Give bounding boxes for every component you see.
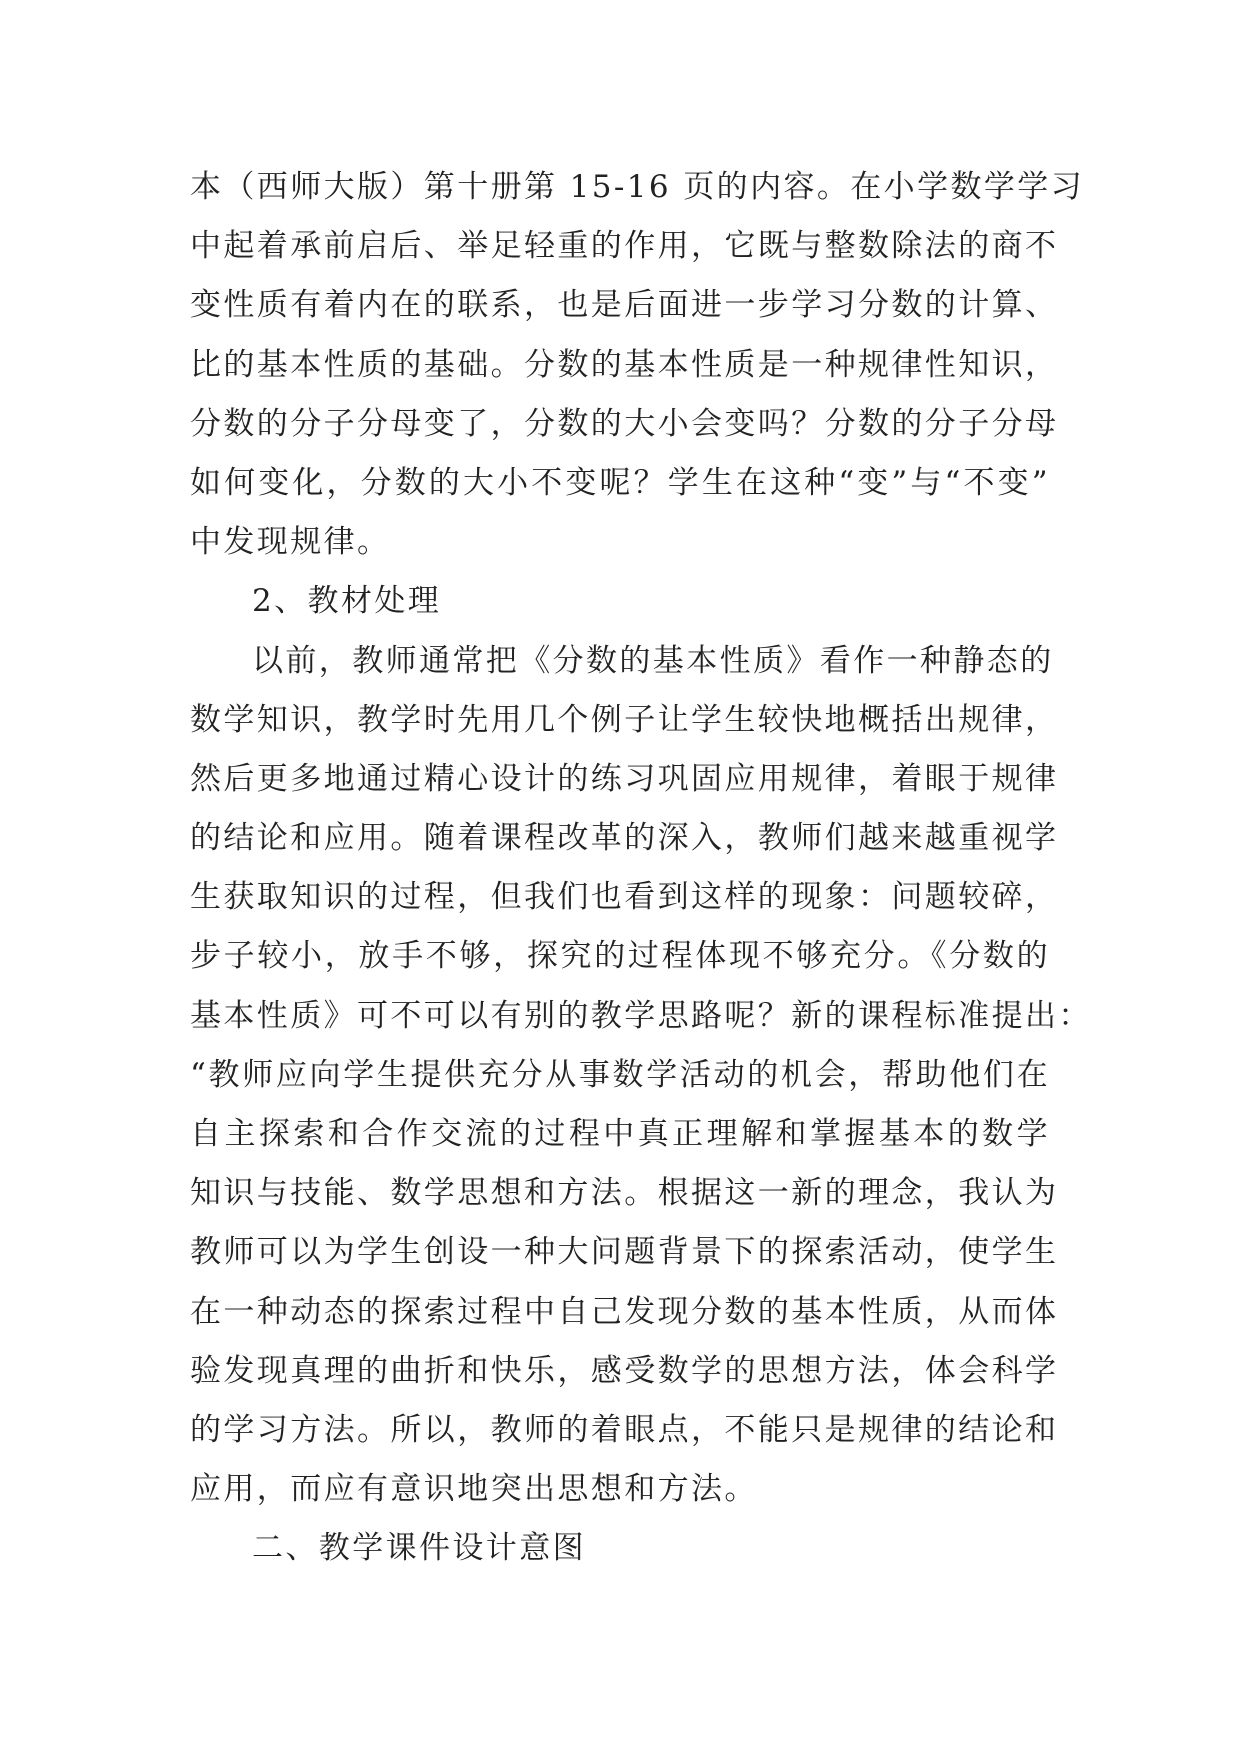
body-text-line: 中起着承前启后、举足轻重的作用，它既与整数除法的商不	[190, 228, 1059, 265]
body-text-line: 生获取知识的过程，但我们也看到这样的现象：问题较碎，	[190, 879, 1059, 916]
section-subheading: 2、教材处理	[252, 583, 442, 620]
body-text-line: 以前，教师通常把《分数的基本性质》看作一种静态的	[252, 642, 1054, 679]
section-heading: 二、教学课件设计意图	[252, 1530, 586, 1567]
body-text-line: 中发现规律。	[190, 524, 391, 561]
body-text-line: 步子较小，放手不够，探究的过程体现不够充分。《分数的	[190, 938, 1050, 975]
body-text-line: 本（西师大版）第十册第 15-16 页的内容。在小学数学学习	[190, 169, 1085, 205]
body-text-line: 数学知识，教学时先用几个例子让学生较快地概括出规律，	[190, 701, 1059, 738]
document-body	[190, 158, 1092, 1579]
body-text-line: 的结论和应用。随着课程改革的深入，教师们越来越重视学	[190, 820, 1059, 857]
body-text-line: 基本性质》可不可以有别的教学思路呢？新的课程标准提出：	[190, 997, 1092, 1034]
body-text-line: 然后更多地通过精心设计的练习巩固应用规律，着眼于规律	[190, 760, 1059, 797]
body-text-line: 应用，而应有意识地突出思想和方法。	[190, 1471, 758, 1508]
body-text-line: 知识与技能、数学思想和方法。根据这一新的理念，我认为	[190, 1175, 1059, 1212]
body-text-line: 变性质有着内在的联系，也是后面进一步学习分数的计算、	[190, 287, 1059, 324]
body-text-line: 教师可以为学生创设一种大问题背景下的探索活动，使学生	[190, 1234, 1059, 1271]
body-text-line: “教师应向学生提供充分从事数学活动的机会，帮助他们在	[190, 1056, 1050, 1093]
body-text-line: 如何变化，分数的大小不变呢？学生在这种“变”与“不变”	[190, 464, 1050, 501]
body-text-line: 比的基本性质的基础。分数的基本性质是一种规律性知识，	[190, 346, 1059, 383]
body-text-line: 自主探索和合作交流的过程中真正理解和掌握基本的数学	[190, 1116, 1050, 1152]
body-text-line: 验发现真理的曲折和快乐，感受数学的思想方法，体会科学	[190, 1352, 1059, 1389]
body-text-line: 在一种动态的探索过程中自己发现分数的基本性质，从而体	[190, 1293, 1059, 1330]
body-text-line: 的学习方法。所以，教师的着眼点，不能只是规律的结论和	[190, 1411, 1059, 1448]
body-text-line: 分数的分子分母变了，分数的大小会变吗？分数的分子分母	[190, 405, 1059, 442]
